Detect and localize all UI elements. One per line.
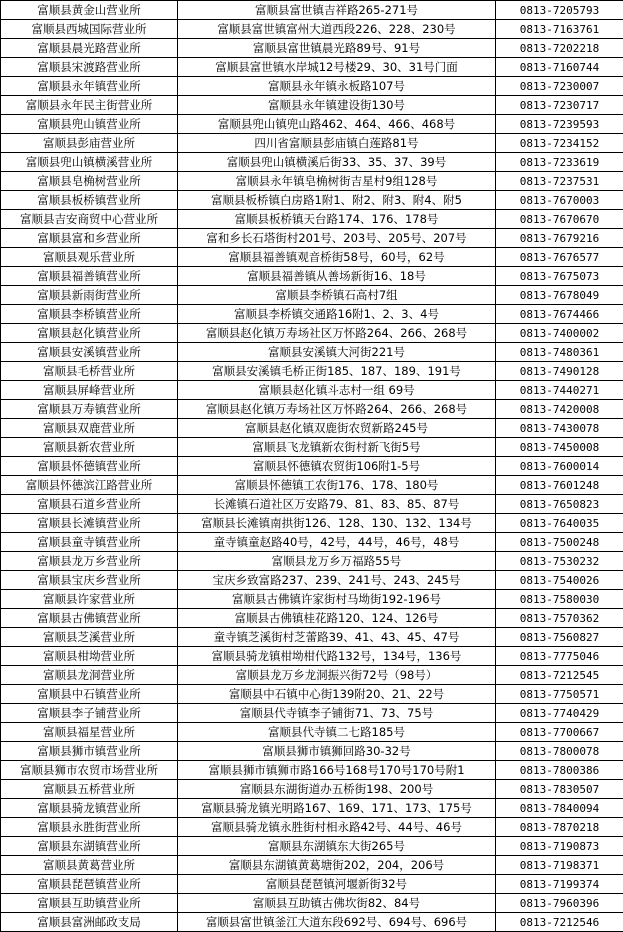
phone-cell: 0813-7960396 [496, 894, 623, 913]
address-cell: 富顺县福善镇观音桥街58号，60号，62号 [178, 248, 496, 267]
branch-name-cell: 富顺县西城国际营业所 [1, 20, 178, 39]
phone-cell: 0813-7490128 [496, 362, 623, 381]
table-row [1, 172, 623, 191]
address-cell: 富顺县代寺镇李子铺街71、73、75号 [178, 704, 496, 723]
table-row [1, 514, 623, 533]
table-row [1, 723, 623, 742]
branch-name-cell: 富顺县兜山镇营业所 [1, 115, 178, 134]
address-cell: 富顺县东湖镇东大街265号 [178, 837, 496, 856]
address-cell: 富顺县永年镇永板路107号 [178, 77, 496, 96]
address-cell: 富顺县狮市镇狮市路166号168号170号170号附1 [178, 761, 496, 780]
branch-name-cell: 富顺县皂桷树营业所 [1, 172, 178, 191]
table-row [1, 362, 623, 381]
address-cell: 富顺县板桥镇天台路174、176、178号 [178, 210, 496, 229]
address-cell: 富顺县兜山镇兜山路462、464、466、468号 [178, 115, 496, 134]
table-row [1, 229, 623, 248]
phone-cell: 0813-7237531 [496, 172, 623, 191]
address-cell: 富顺县李桥镇交通路16附1、2、3、4号 [178, 305, 496, 324]
branch-name-cell: 富顺县吉安商贸中心营业所 [1, 210, 178, 229]
table-row [1, 894, 623, 913]
address-cell: 宝庆乡致富路237、239、241号、243、245号 [178, 571, 496, 590]
address-cell: 富顺县赵化镇斗志村一组 69号 [178, 381, 496, 400]
address-cell: 富顺县赵化镇万寿场社区万怀路264、266、268号 [178, 324, 496, 343]
branch-name-cell: 富顺县李桥镇营业所 [1, 305, 178, 324]
phone-cell: 0813-7199374 [496, 875, 623, 894]
table-row [1, 495, 623, 514]
branch-name-cell: 富顺县怀德镇营业所 [1, 457, 178, 476]
phone-cell: 0813-7160744 [496, 58, 623, 77]
phone-cell: 0813-7674466 [496, 305, 623, 324]
table-row [1, 324, 623, 343]
branch-name-cell: 富顺县富和乡营业所 [1, 229, 178, 248]
address-cell: 童寺镇童赵路40号，42号，44号，46号，48号 [178, 533, 496, 552]
phone-cell: 0813-7601248 [496, 476, 623, 495]
phone-cell: 0813-7190873 [496, 837, 623, 856]
address-cell: 富顺县东湖镇黄葛塘街202，204，206号 [178, 856, 496, 875]
branch-name-cell: 富顺县柑坳营业所 [1, 647, 178, 666]
branch-name-cell: 富顺县东湖镇营业所 [1, 837, 178, 856]
branch-name-cell: 富顺县琵琶镇营业所 [1, 875, 178, 894]
table-row [1, 248, 623, 267]
address-cell: 富顺县代寺镇二七路185号 [178, 723, 496, 742]
address-cell: 富顺县古佛镇许家街村马坳街192-196号 [178, 590, 496, 609]
table-row [1, 628, 623, 647]
address-cell: 富顺县永年镇皂桷树街吉星村9组128号 [178, 172, 496, 191]
phone-cell: 0813-7670003 [496, 191, 623, 210]
table-row [1, 267, 623, 286]
table-row [1, 305, 623, 324]
address-cell: 富顺县狮市镇狮回路30-32号 [178, 742, 496, 761]
branch-name-cell: 富顺县永胜街营业所 [1, 818, 178, 837]
phone-cell: 0813-7640035 [496, 514, 623, 533]
table-row [1, 571, 623, 590]
branch-name-cell: 富顺县永年镇营业所 [1, 77, 178, 96]
table-row [1, 780, 623, 799]
phone-cell: 0813-7800386 [496, 761, 623, 780]
branch-name-cell: 富顺县万寿镇营业所 [1, 400, 178, 419]
branch-name-cell: 富顺县安溪镇营业所 [1, 343, 178, 362]
branch-name-cell: 富顺县李子铺营业所 [1, 704, 178, 723]
address-cell: 富和乡长石塔街村201号、203号、205号、207号 [178, 229, 496, 248]
table-row [1, 210, 623, 229]
table-row [1, 742, 623, 761]
phone-cell: 0813-7450008 [496, 438, 623, 457]
phone-cell: 0813-7530232 [496, 552, 623, 571]
table-row [1, 761, 623, 780]
branch-name-cell: 富顺县古佛镇营业所 [1, 609, 178, 628]
phone-cell: 0813-7212545 [496, 666, 623, 685]
address-cell: 富顺县怀德镇农贸街106附1-5号 [178, 457, 496, 476]
table-row [1, 609, 623, 628]
phone-cell: 0813-7205793 [496, 1, 623, 20]
address-cell: 富顺县龙万乡龙洞振兴街72号（98号） [178, 666, 496, 685]
address-cell: 富顺县怀德镇工农街176、178、180号 [178, 476, 496, 495]
branch-name-cell: 富顺县永年民主街营业所 [1, 96, 178, 115]
phone-cell: 0813-7163761 [496, 20, 623, 39]
branch-name-cell: 富顺县石道乡营业所 [1, 495, 178, 514]
address-cell: 富顺县中石镇中心街139附20、21、22号 [178, 685, 496, 704]
phone-cell: 0813-7870218 [496, 818, 623, 837]
address-cell: 富顺县富世镇釜江大道东段692号、694号、696号 [178, 913, 496, 932]
address-cell: 富顺县富世镇吉祥路265-271号 [178, 1, 496, 20]
table-row [1, 77, 623, 96]
branch-name-cell: 富顺县长滩镇营业所 [1, 514, 178, 533]
table-row [1, 438, 623, 457]
branch-name-cell: 富顺县晨光路营业所 [1, 39, 178, 58]
phone-cell: 0813-7676577 [496, 248, 623, 267]
table-row [1, 818, 623, 837]
phone-cell: 0813-7500248 [496, 533, 623, 552]
phone-cell: 0813-7675073 [496, 267, 623, 286]
address-cell: 四川省富顺县彭庙镇白莲路81号 [178, 134, 496, 153]
phone-cell: 0813-7560827 [496, 628, 623, 647]
phone-cell: 0813-7650823 [496, 495, 623, 514]
branch-name-cell: 富顺县骑龙镇营业所 [1, 799, 178, 818]
address-cell: 富顺县富世镇水岸城12号楼29、30、31号门面 [178, 58, 496, 77]
phone-cell: 0813-7420008 [496, 400, 623, 419]
branch-name-cell: 富顺县黄葛营业所 [1, 856, 178, 875]
table-row [1, 20, 623, 39]
phone-cell: 0813-7775046 [496, 647, 623, 666]
branch-name-cell: 富顺县赵化镇营业所 [1, 324, 178, 343]
branch-name-cell: 富顺县许家营业所 [1, 590, 178, 609]
phone-cell: 0813-7430078 [496, 419, 623, 438]
table-row [1, 96, 623, 115]
table-row [1, 457, 623, 476]
phone-cell: 0813-7440271 [496, 381, 623, 400]
address-cell: 富顺县兜山镇横溪后街33、35、37、39号 [178, 153, 496, 172]
table-row [1, 856, 623, 875]
branch-name-cell: 富顺县毛桥营业所 [1, 362, 178, 381]
branch-name-cell: 富顺县狮市农贸市场营业所 [1, 761, 178, 780]
phone-cell: 0813-7198371 [496, 856, 623, 875]
branch-name-cell: 富顺县富洲邮政支局 [1, 913, 178, 932]
table-row [1, 704, 623, 723]
branch-name-cell: 富顺县兜山镇横溪营业所 [1, 153, 178, 172]
branch-name-cell: 富顺县新雨街营业所 [1, 286, 178, 305]
table-row [1, 39, 623, 58]
phone-cell: 0813-7234152 [496, 134, 623, 153]
phone-cell: 0813-7670670 [496, 210, 623, 229]
branch-name-cell: 富顺县怀德滨江路营业所 [1, 476, 178, 495]
table-row [1, 381, 623, 400]
branch-name-cell: 富顺县龙洞营业所 [1, 666, 178, 685]
address-cell: 富顺县李桥镇石高村7组 [178, 286, 496, 305]
table-row [1, 647, 623, 666]
table-row [1, 875, 623, 894]
branch-name-cell: 富顺县龙万乡营业所 [1, 552, 178, 571]
address-cell: 富顺县龙万乡万福路55号 [178, 552, 496, 571]
phone-cell: 0813-7570362 [496, 609, 623, 628]
address-cell: 富顺县东湖街道办五桥街198、200号 [178, 780, 496, 799]
phone-cell: 0813-7800078 [496, 742, 623, 761]
phone-cell: 0813-7202218 [496, 39, 623, 58]
branch-name-cell: 富顺县观乐营业所 [1, 248, 178, 267]
address-cell: 富顺县骑龙镇永胜街村相永路42号、44号、46号 [178, 818, 496, 837]
branch-name-cell: 富顺县宝庆乡营业所 [1, 571, 178, 590]
address-cell: 富顺县互助镇古佛坎街82、84号 [178, 894, 496, 913]
branch-name-cell: 富顺县宋渡路营业所 [1, 58, 178, 77]
table-row [1, 58, 623, 77]
phone-cell: 0813-7239593 [496, 115, 623, 134]
table-row [1, 476, 623, 495]
table-row [1, 153, 623, 172]
table-row [1, 913, 623, 932]
table-row [1, 799, 623, 818]
branch-name-cell: 富顺县芝溪营业所 [1, 628, 178, 647]
branch-name-cell: 富顺县彭庙营业所 [1, 134, 178, 153]
address-cell: 长滩镇石道社区万安路79、81、83、85、87号 [178, 495, 496, 514]
table-row [1, 552, 623, 571]
phone-cell: 0813-7540026 [496, 571, 623, 590]
address-cell: 富顺县福善镇从善场新街16、18号 [178, 267, 496, 286]
table-row [1, 134, 623, 153]
branch-name-cell: 富顺县互助镇营业所 [1, 894, 178, 913]
address-cell: 富顺县安溪镇大河街221号 [178, 343, 496, 362]
branch-name-cell: 富顺县中石镇营业所 [1, 685, 178, 704]
address-cell: 童寺镇芝溪街村芝蕾路39、41、43、45、47号 [178, 628, 496, 647]
branch-name-cell: 富顺县新农营业所 [1, 438, 178, 457]
table-row [1, 419, 623, 438]
branch-name-cell: 富顺县童寺镇营业所 [1, 533, 178, 552]
branch-table-body [1, 1, 623, 932]
branch-name-cell: 富顺县屏峰营业所 [1, 381, 178, 400]
address-cell: 富顺县富世镇晨光路89号、91号 [178, 39, 496, 58]
branch-name-cell: 富顺县狮市镇营业所 [1, 742, 178, 761]
table-row [1, 590, 623, 609]
phone-cell: 0813-7679216 [496, 229, 623, 248]
phone-cell: 0813-7678049 [496, 286, 623, 305]
address-cell: 富顺县长滩镇南拱街126、128、130、132、134号 [178, 514, 496, 533]
address-cell: 富顺县骑龙镇柑坳柑代路132号，134号，136号 [178, 647, 496, 666]
address-cell: 富顺县古佛镇桂花路120、124、126号 [178, 609, 496, 628]
table-row [1, 400, 623, 419]
branch-name-cell: 富顺县福善镇营业所 [1, 267, 178, 286]
address-cell: 富顺县富世镇富州大道西段226、228、230号 [178, 20, 496, 39]
branch-name-cell: 富顺县双鹿营业所 [1, 419, 178, 438]
address-cell: 富顺县骑龙镇光明路167、169、171、173、175号 [178, 799, 496, 818]
table-row [1, 115, 623, 134]
table-row [1, 1, 623, 20]
phone-cell: 0813-7840094 [496, 799, 623, 818]
table-row [1, 191, 623, 210]
branch-name-cell: 富顺县福星营业所 [1, 723, 178, 742]
phone-cell: 0813-7740429 [496, 704, 623, 723]
address-cell: 富顺县板桥镇白房路1附1、附2、附3、附4、附5 [178, 191, 496, 210]
address-cell: 富顺县安溪镇毛桥正街185、187、189、191号 [178, 362, 496, 381]
table-row [1, 286, 623, 305]
address-cell: 富顺县永年镇建设街130号 [178, 96, 496, 115]
branch-name-cell: 富顺县黄金山营业所 [1, 1, 178, 20]
phone-cell: 0813-7580030 [496, 590, 623, 609]
phone-cell: 0813-7400002 [496, 324, 623, 343]
branch-name-cell: 富顺县五桥营业所 [1, 780, 178, 799]
phone-cell: 0813-7700667 [496, 723, 623, 742]
phone-cell: 0813-7230717 [496, 96, 623, 115]
address-cell: 富顺县赵化镇双鹿街农贸新路245号 [178, 419, 496, 438]
phone-cell: 0813-7600014 [496, 457, 623, 476]
phone-cell: 0813-7212546 [496, 913, 623, 932]
phone-cell: 0813-7830507 [496, 780, 623, 799]
table-row [1, 666, 623, 685]
table-row [1, 685, 623, 704]
phone-cell: 0813-7233619 [496, 153, 623, 172]
table-row [1, 343, 623, 362]
phone-cell: 0813-7750571 [496, 685, 623, 704]
address-cell: 富顺县飞龙镇新农街村新飞街5号 [178, 438, 496, 457]
phone-cell: 0813-7480361 [496, 343, 623, 362]
table-row [1, 837, 623, 856]
phone-cell: 0813-7230007 [496, 77, 623, 96]
table-row [1, 533, 623, 552]
address-cell: 富顺县琵琶镇河堰新街32号 [178, 875, 496, 894]
address-cell: 富顺县赵化镇万寿场社区万怀路264、266、268号 [178, 400, 496, 419]
branch-name-cell: 富顺县板桥镇营业所 [1, 191, 178, 210]
